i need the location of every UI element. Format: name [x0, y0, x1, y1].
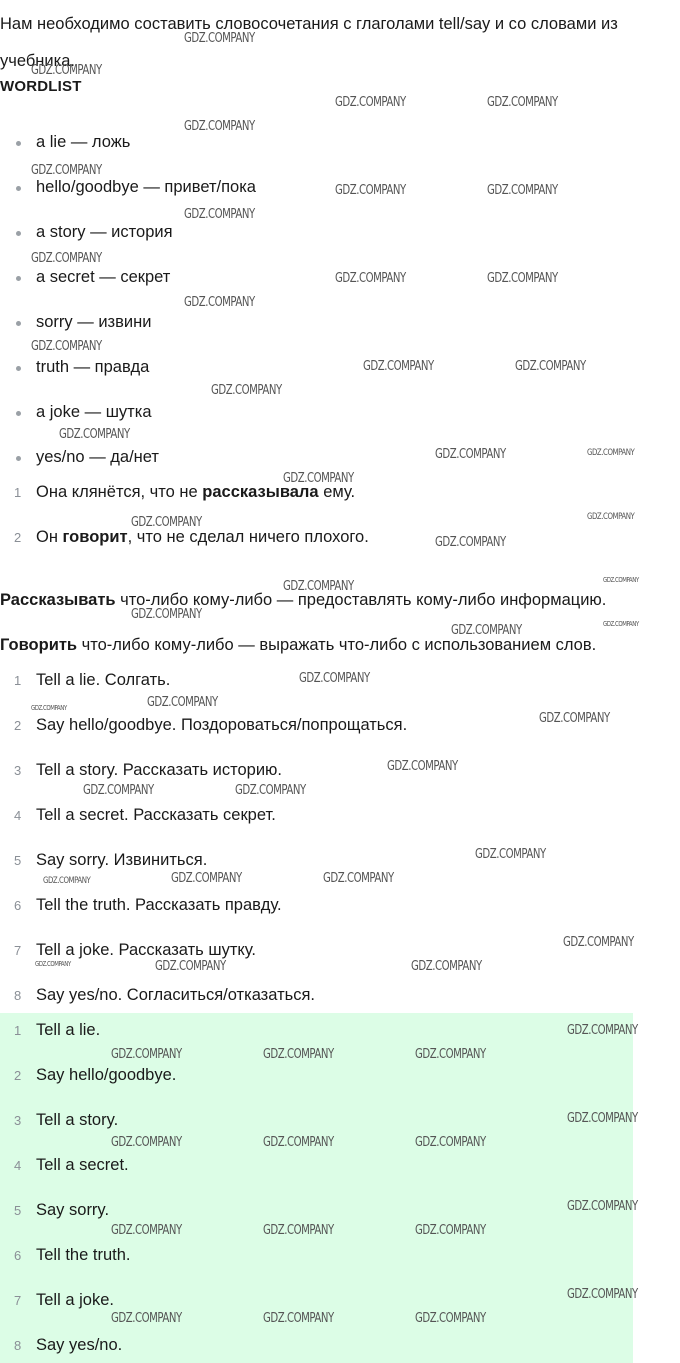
definition: Говорить что-либо кому-либо — выражать что-либо с использованием слов.	[0, 636, 597, 654]
watermark: GDZ.COMPANY	[283, 579, 354, 594]
watermark: GDZ.COMPANY	[415, 1311, 486, 1326]
watermark: GDZ.COMPANY	[111, 1135, 182, 1150]
translation-item: 4 Tell a secret. Рассказать секрет.	[14, 806, 276, 824]
wordlist-item: a secret — секрет	[0, 268, 600, 290]
translation-item: 1 Tell a lie. Солгать.	[14, 671, 171, 689]
watermark: GDZ.COMPANY	[155, 959, 226, 974]
bullet-icon	[16, 141, 21, 146]
wordlist-item: sorry — извини	[0, 313, 600, 335]
answer-item: 1 Tell a lie.	[14, 1021, 101, 1039]
watermark: GDZ.COMPANY	[184, 295, 255, 310]
translation-item: 6 Tell the truth. Рассказать правду.	[14, 896, 282, 914]
item-number: 1	[14, 485, 22, 500]
watermark: GDZ.COMPANY	[31, 704, 67, 712]
bullet-icon	[16, 321, 21, 326]
watermark: GDZ.COMPANY	[587, 448, 635, 458]
translation-item: 8 Say yes/no. Согласиться/отказаться.	[14, 986, 315, 1004]
wordlist-item: truth — правда	[0, 358, 600, 380]
watermark: GDZ.COMPANY	[415, 1223, 486, 1238]
bullet-icon	[16, 456, 21, 461]
watermark: GDZ.COMPANY	[411, 959, 482, 974]
watermark: GDZ.COMPANY	[111, 1223, 182, 1238]
watermark: GDZ.COMPANY	[31, 63, 102, 78]
item-number: 7	[14, 943, 22, 958]
watermark: GDZ.COMPANY	[487, 95, 558, 110]
watermark: GDZ.COMPANY	[31, 339, 102, 354]
bullet-icon	[16, 276, 21, 281]
bullet-icon	[16, 186, 21, 191]
watermark: GDZ.COMPANY	[83, 783, 154, 798]
watermark: GDZ.COMPANY	[235, 783, 306, 798]
watermark: GDZ.COMPANY	[415, 1135, 486, 1150]
watermark: GDZ.COMPANY	[43, 876, 91, 886]
watermark: GDZ.COMPANY	[603, 620, 639, 628]
item-number: 2	[14, 530, 22, 545]
item-number: 2	[14, 718, 22, 733]
watermark: GDZ.COMPANY	[603, 576, 639, 584]
item-number: 4	[14, 808, 22, 823]
watermark: GDZ.COMPANY	[563, 935, 634, 950]
wordlist-title: WORDLIST	[0, 78, 82, 95]
watermark: GDZ.COMPANY	[59, 427, 130, 442]
wordlist-item: yes/no — да/нет	[0, 448, 600, 470]
item-number: 5	[14, 1203, 22, 1218]
watermark: GDZ.COMPANY	[335, 183, 406, 198]
watermark: GDZ.COMPANY	[111, 1311, 182, 1326]
watermark: GDZ.COMPANY	[211, 383, 282, 398]
watermark: GDZ.COMPANY	[475, 847, 546, 862]
bullet-icon	[16, 231, 21, 236]
watermark: GDZ.COMPANY	[515, 359, 586, 374]
watermark: GDZ.COMPANY	[567, 1111, 638, 1126]
wordlist-item: hello/goodbye — привет/пока	[0, 178, 600, 200]
answer-item: 6 Tell the truth.	[14, 1246, 131, 1264]
example-item: 2 Он говорит, что не сделал ничего плохого.	[14, 528, 369, 546]
watermark: GDZ.COMPANY	[567, 1023, 638, 1038]
watermark: GDZ.COMPANY	[184, 31, 255, 46]
translation-item: 7 Tell a joke. Рассказать шутку.	[14, 941, 256, 959]
watermark: GDZ.COMPANY	[147, 695, 218, 710]
watermark: GDZ.COMPANY	[415, 1047, 486, 1062]
answer-item: 5 Say sorry.	[14, 1201, 110, 1219]
item-number: 7	[14, 1293, 22, 1308]
watermark: GDZ.COMPANY	[435, 447, 506, 462]
item-number: 5	[14, 853, 22, 868]
wordlist-item: a joke — шутка	[0, 403, 600, 425]
watermark: GDZ.COMPANY	[131, 607, 202, 622]
watermark: GDZ.COMPANY	[35, 960, 71, 968]
watermark: GDZ.COMPANY	[363, 359, 434, 374]
watermark: GDZ.COMPANY	[111, 1047, 182, 1062]
watermark: GDZ.COMPANY	[487, 183, 558, 198]
watermark: GDZ.COMPANY	[451, 623, 522, 638]
item-number: 3	[14, 763, 22, 778]
item-number: 1	[14, 673, 22, 688]
translation-item: 3 Tell a story. Рассказать историю.	[14, 761, 282, 779]
watermark: GDZ.COMPANY	[567, 1287, 638, 1302]
watermark: GDZ.COMPANY	[487, 271, 558, 286]
bullet-icon	[16, 366, 21, 371]
watermark: GDZ.COMPANY	[587, 512, 635, 522]
translation-item: 5 Say sorry. Извиниться.	[14, 851, 208, 869]
item-number: 8	[14, 1338, 22, 1353]
watermark: GDZ.COMPANY	[31, 163, 102, 178]
bullet-icon	[16, 411, 21, 416]
item-number: 8	[14, 988, 22, 1003]
watermark: GDZ.COMPANY	[171, 871, 242, 886]
answer-item: 4 Tell a secret.	[14, 1156, 129, 1174]
watermark: GDZ.COMPANY	[299, 671, 370, 686]
watermark: GDZ.COMPANY	[335, 271, 406, 286]
watermark: GDZ.COMPANY	[31, 251, 102, 266]
item-number: 2	[14, 1068, 22, 1083]
example-item: 1 Она клянётся, что не рассказывала ему.	[14, 483, 356, 501]
answer-item: 2 Say hello/goodbye.	[14, 1066, 177, 1084]
watermark: GDZ.COMPANY	[435, 535, 506, 550]
answer-item: 7 Tell a joke.	[14, 1291, 114, 1309]
wordlist-item: a lie — ложь	[0, 133, 600, 155]
intro-text: Нам необходимо составить словосочетания с глаголами tell/say и со словами из учебника.	[0, 15, 618, 70]
answer-item: 3 Tell a story.	[14, 1111, 119, 1129]
translation-item: 2 Say hello/goodbye. Поздороваться/попрощаться.	[14, 716, 408, 734]
watermark: GDZ.COMPANY	[184, 207, 255, 222]
watermark: GDZ.COMPANY	[387, 759, 458, 774]
watermark: GDZ.COMPANY	[323, 871, 394, 886]
item-number: 6	[14, 898, 22, 913]
watermark: GDZ.COMPANY	[131, 515, 202, 530]
watermark: GDZ.COMPANY	[567, 1199, 638, 1214]
watermark: GDZ.COMPANY	[263, 1047, 334, 1062]
watermark: GDZ.COMPANY	[263, 1135, 334, 1150]
item-number: 1	[14, 1023, 22, 1038]
item-number: 4	[14, 1158, 22, 1173]
wordlist-item: a story — история	[0, 223, 600, 245]
watermark: GDZ.COMPANY	[263, 1223, 334, 1238]
watermark: GDZ.COMPANY	[184, 119, 255, 134]
watermark: GDZ.COMPANY	[539, 711, 610, 726]
definition: Рассказывать что-либо кому-либо — предоставлять кому-либо информацию.	[0, 591, 607, 609]
watermark: GDZ.COMPANY	[335, 95, 406, 110]
item-number: 3	[14, 1113, 22, 1128]
answer-item: 8 Say yes/no.	[14, 1336, 123, 1354]
item-number: 6	[14, 1248, 22, 1263]
watermark: GDZ.COMPANY	[283, 471, 354, 486]
watermark: GDZ.COMPANY	[263, 1311, 334, 1326]
